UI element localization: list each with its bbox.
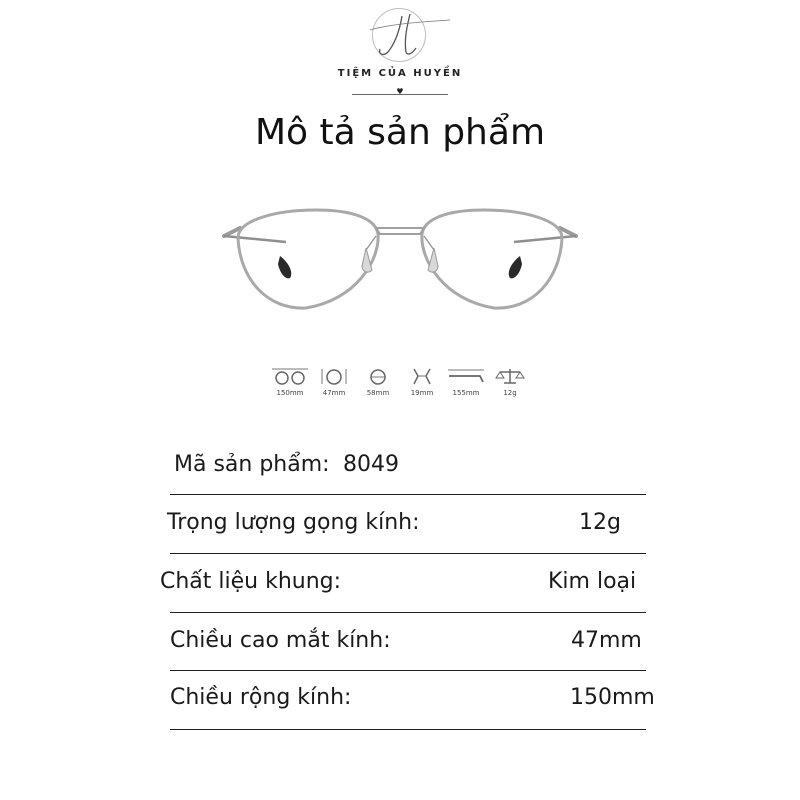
divider <box>170 612 646 613</box>
dimension-item <box>400 366 444 402</box>
heart-icon: ♥ <box>396 87 404 96</box>
spec-lens-height-value: 47mm <box>571 628 642 653</box>
spec-material-label: Chất liệu khung: <box>160 569 342 594</box>
divider <box>170 729 646 730</box>
dimension-item <box>444 366 488 402</box>
dimension-item <box>312 366 356 402</box>
temple-length-icon <box>446 366 486 386</box>
brand-name: TIỆM CỦA HUYỀN <box>337 68 463 79</box>
spec-lens-height-label: Chiều cao mắt kính: <box>170 628 391 653</box>
dimension-label: 155mm <box>452 389 480 397</box>
dimension-label: 150mm <box>276 389 304 397</box>
frame-width-icon <box>270 366 310 386</box>
monogram-mark <box>360 8 450 68</box>
brand-logo <box>300 8 500 96</box>
spec-material-value: Kim loại <box>548 569 637 594</box>
dimension-item <box>488 366 532 402</box>
page-title: Mô tả sản phẩm <box>254 112 546 153</box>
spec-width-label: Chiều rộng kính: <box>170 685 352 710</box>
divider <box>170 553 646 554</box>
divider <box>170 670 646 671</box>
lens-height-icon <box>314 366 354 386</box>
dimension-icons <box>268 366 532 402</box>
dimension-label: 19mm <box>410 389 434 397</box>
glasses-product-image <box>216 200 584 320</box>
dimension-item <box>356 366 400 402</box>
spec-weight-value: 12g <box>579 510 621 535</box>
divider <box>170 494 646 495</box>
lens-width-icon <box>358 366 398 386</box>
spec-width-value: 150mm <box>570 685 655 710</box>
dimension-item <box>268 366 312 402</box>
spec-code-label: Mã sản phẩm: <box>174 452 330 477</box>
dimension-label: 12g <box>503 389 517 397</box>
dimension-label: 58mm <box>366 389 390 397</box>
bridge-width-icon <box>402 366 442 386</box>
weight-scale-icon <box>490 366 530 386</box>
spec-weight-label: Trọng lượng gọng kính: <box>167 510 420 535</box>
dimension-label: 47mm <box>322 389 346 397</box>
spec-code-value: 8049 <box>343 452 399 477</box>
